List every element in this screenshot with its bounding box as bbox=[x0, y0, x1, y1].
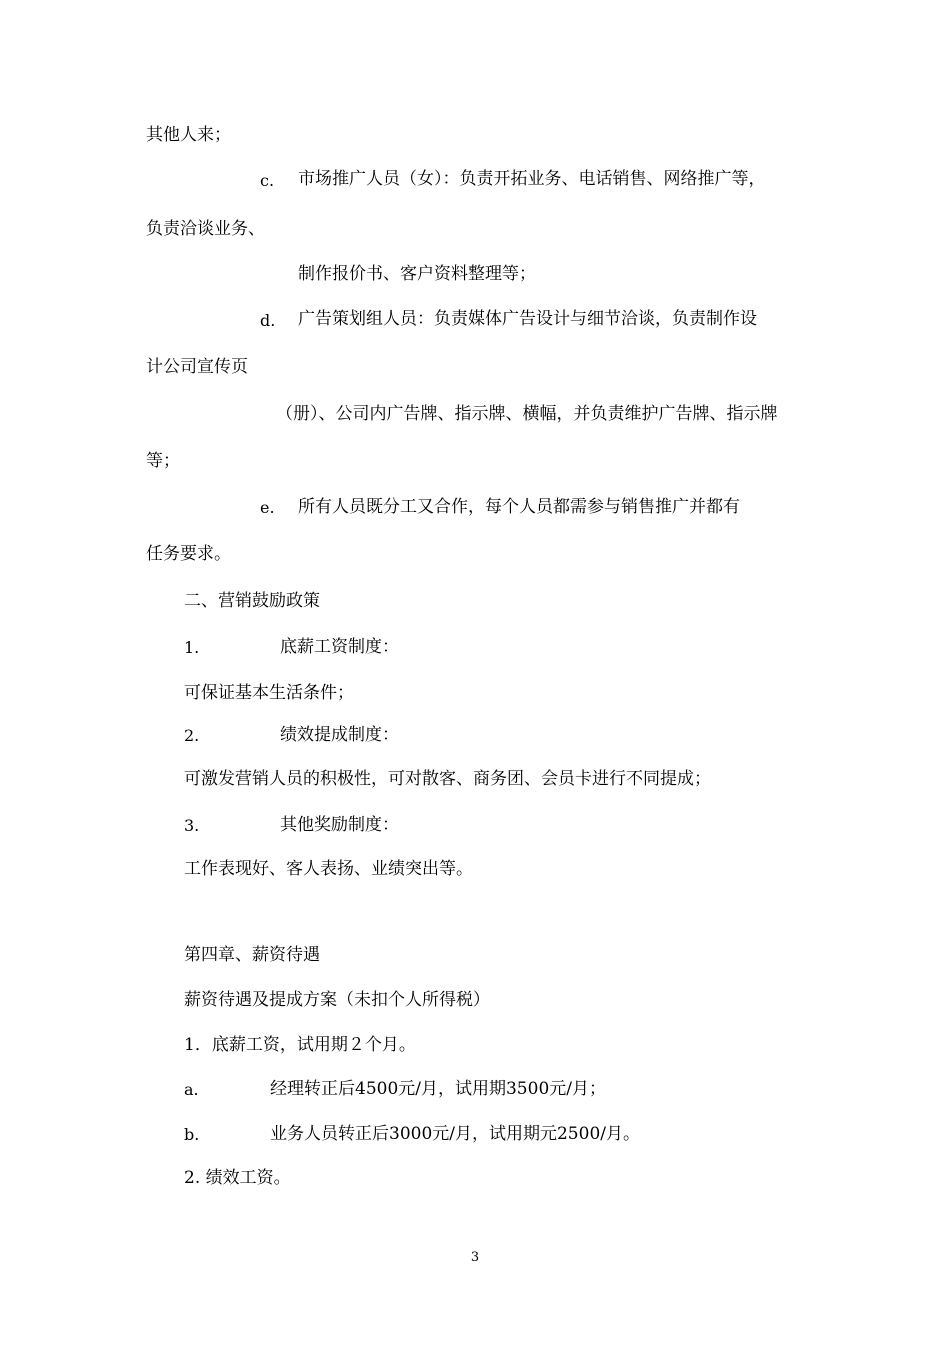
list-marker: a. bbox=[184, 1080, 199, 1099]
text-line: 绩效提成制度： bbox=[280, 725, 399, 745]
text-line: 其他人来； bbox=[146, 125, 231, 145]
text-line: 业务人员转正后3000元/月，试用期元2500/月。 bbox=[270, 1124, 640, 1144]
text-line: 可保证基本生活条件； bbox=[184, 683, 354, 703]
list-marker: d. bbox=[260, 311, 276, 330]
text-line: 工作表现好、客人表扬、业绩突出等。 bbox=[184, 859, 473, 879]
text-line: 薪资待遇及提成方案（未扣个人所得税） bbox=[184, 990, 490, 1010]
text-line: 所有人员既分工又合作，每个人员都需参与销售推广并都有 bbox=[298, 497, 740, 517]
list-marker: 2. bbox=[184, 726, 200, 745]
list-marker: 1. bbox=[184, 638, 200, 657]
list-marker: b. bbox=[184, 1125, 200, 1144]
text-line: 市场推广人员（女）：负责开拓业务、电话销售、网络推广等， bbox=[298, 169, 766, 189]
section-heading: 二、营销鼓励政策 bbox=[184, 591, 320, 611]
list-marker: e. bbox=[260, 498, 275, 517]
text-line: （册）、公司内广告牌、指示牌、横幅，并负责维护广告牌、指示牌 bbox=[276, 404, 778, 424]
text-line: 广告策划组人员：负责媒体广告设计与细节洽谈，负责制作设 bbox=[298, 309, 757, 329]
text-line: 负责洽谈业务、 bbox=[146, 219, 265, 239]
text-line: 制作报价书、客户资料整理等； bbox=[298, 264, 536, 284]
text-line: 2. 绩效工资。 bbox=[184, 1168, 291, 1188]
text-line: 计公司宣传页 bbox=[146, 357, 248, 377]
text-line: 其他奖励制度： bbox=[280, 815, 399, 835]
text-line: 任务要求。 bbox=[146, 544, 231, 564]
text-line: 可激发营销人员的积极性，可对散客、商务团、会员卡进行不同提成； bbox=[184, 769, 711, 789]
list-marker: c. bbox=[260, 171, 275, 190]
text-line: 1．底薪工资，试用期２个月。 bbox=[184, 1035, 416, 1055]
page-number: 3 bbox=[470, 1250, 480, 1265]
text-line: 底薪工资制度： bbox=[280, 637, 399, 657]
text-line: 经理转正后4500元/月，试用期3500元/月； bbox=[270, 1079, 606, 1099]
list-marker: 3. bbox=[184, 816, 200, 835]
chapter-heading: 第四章、薪资待遇 bbox=[184, 945, 320, 965]
text-line: 等； bbox=[146, 451, 180, 471]
